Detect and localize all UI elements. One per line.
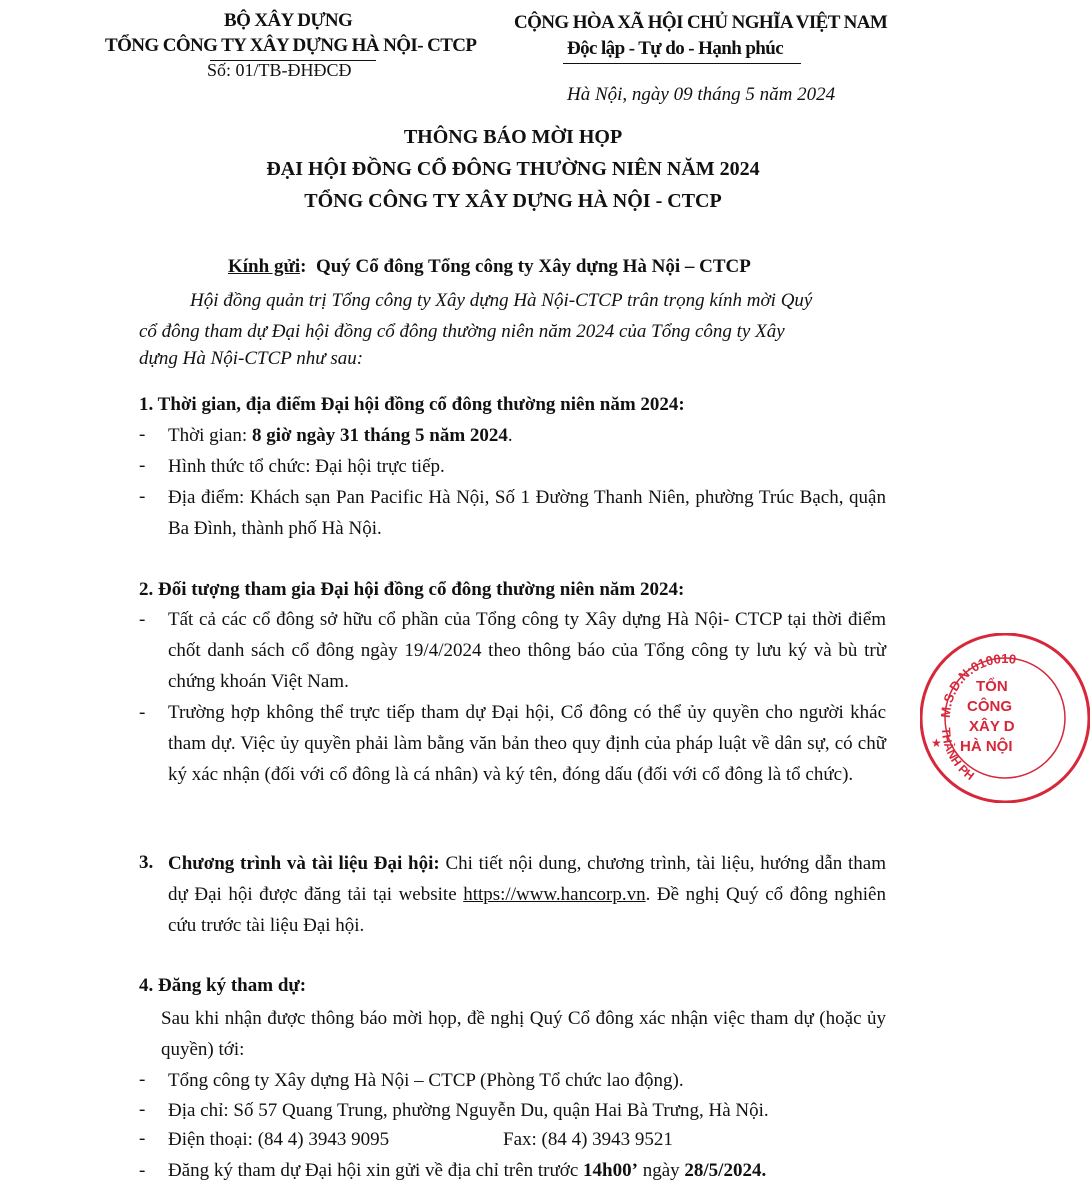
deadline-date: 28/5/2024. <box>684 1160 767 1181</box>
stamp-line-2: CÔNG <box>967 698 1012 715</box>
title-line-3: TỔNG CÔNG TY XÂY DỰNG HÀ NỘI - CTCP <box>304 190 722 212</box>
company-name: TỔNG CÔNG TY XÂY DỰNG HÀ NỘI- CTCP <box>105 35 477 56</box>
bullet: - <box>139 486 146 507</box>
header-divider-right <box>563 63 801 64</box>
stamp-bottom-text: THÀNH PH <box>938 727 977 784</box>
section-4-heading: 4. Đăng ký tham dự: <box>139 975 307 996</box>
bullet: - <box>139 455 146 476</box>
nation-name: CỘNG HÒA XÃ HỘI CHỦ NGHĨA VIỆT NAM <box>514 12 888 33</box>
title-line-1: THÔNG BÁO MỜI HỌP <box>403 126 623 148</box>
intro-line-1: Hội đồng quản trị Tổng công ty Xây dựng Hà Nội-CTCP trân trọng kính mời Quý <box>190 290 813 311</box>
stamp-line-3: XÂY D <box>969 718 1015 735</box>
time-end: . <box>507 425 513 446</box>
bullet: - <box>139 1160 146 1181</box>
section-4-phone: Điện thoại: (84 4) 3943 9095 <box>168 1129 390 1150</box>
time-value: 8 giờ ngày 31 tháng 5 năm 2024 <box>251 425 508 446</box>
deadline-mid: ngày <box>637 1160 685 1181</box>
greeting <box>228 252 751 282</box>
greeting-label: Kính gửi <box>228 256 301 277</box>
section-1-time <box>168 420 886 451</box>
section-4-fax: Fax: (84 4) 3943 9521 <box>503 1129 673 1150</box>
section-1-format: Hình thức tổ chức: Đại hội trực tiếp. <box>168 456 445 477</box>
website-link[interactable]: https://www.hancorp.vn <box>463 884 646 905</box>
stamp-ring-text: M.S.D.N:010010 <box>937 650 1018 719</box>
bullet: - <box>139 1099 146 1120</box>
section-4-org: Tổng công ty Xây dựng Hà Nội – CTCP (Phòng Tổ chức lao động). <box>168 1070 684 1091</box>
title-line-2: ĐẠI HỘI ĐỒNG CỔ ĐÔNG THƯỜNG NIÊN NĂM 2024 <box>266 158 760 180</box>
section-2-item-2: Trường hợp không thể trực tiếp tham dự Đại hội, Cổ đông có thể ủy quyền cho người khác tham dự. Việc ủy quyền phải làm bằng văn bản theo quy định của pháp luật về dân sự, có chữ ký xác nhận (đối với cổ đông là cá nhân) và ký tên, đóng dấu (đối với cổ đông là tổ chức). <box>168 702 886 785</box>
bullet: - <box>139 609 146 630</box>
section-4-deadline <box>168 1156 766 1186</box>
ministry-name: BỘ XÂY DỰNG <box>224 10 353 31</box>
greeting-recipient: Quý Cổ đông Tổng công ty Xây dựng Hà Nội – CTCP <box>315 256 751 277</box>
section-1-location: Địa điểm: Khách sạn Pan Pacific Hà Nội, Số 1 Đường Thanh Niên, phường Trúc Bạch, quận Ba Đình, thành phố Hà Nội. <box>168 487 886 539</box>
greeting-colon: : <box>300 256 307 277</box>
deadline-time: 14h00’ <box>583 1160 638 1181</box>
section-3-text: Chi tiết nội dung, chương trình, tài liệu, hướng dẫn tham dự Đại hội được đăng tải tại website <box>168 853 886 905</box>
intro-line-3: dựng Hà Nội-CTCP như sau: <box>139 348 364 369</box>
section-2-item-1: Tất cả các cổ đông sở hữu cổ phần của Tổng công ty Xây dựng Hà Nội- CTCP tại thời điểm chốt danh sách cổ đông ngày 19/4/2024 theo thông báo của Tổng công ty lưu ký và bù trừ chứng khoán Việt Nam. <box>168 609 886 692</box>
section-3-body <box>168 848 886 941</box>
section-4-address: Địa chỉ: Số 57 Quang Trung, phường Nguyễn Du, quận Hai Bà Trưng, Hà Nội. <box>168 1100 769 1121</box>
deadline-prefix: Đăng ký tham dự Đại hội xin gửi về địa chỉ trên trước <box>168 1160 584 1181</box>
document-date: Hà Nội, ngày 09 tháng 5 năm 2024 <box>567 84 836 105</box>
company-seal-stamp <box>920 633 1090 803</box>
section-1-heading: 1. Thời gian, địa điểm Đại hội đồng cổ đông thường niên năm 2024: <box>139 394 685 415</box>
bullet: - <box>139 1069 146 1090</box>
national-motto: Độc lập - Tự do - Hạnh phúc <box>567 38 784 59</box>
section-3-heading: Chương trình và tài liệu Đại hội: <box>168 853 440 874</box>
time-label: Thời gian: <box>168 425 252 446</box>
bullet: - <box>139 702 146 723</box>
section-3-number: 3. <box>139 852 154 873</box>
stamp-line-1: TỔN <box>976 678 1008 695</box>
document-number: Số: 01/TB-ĐHĐCĐ <box>207 60 352 80</box>
intro-line-2: cổ đông tham dự Đại hội đồng cổ đông thường niên năm 2024 của Tổng công ty Xây <box>139 321 785 342</box>
bullet: - <box>139 424 146 445</box>
bullet: - <box>139 1128 146 1149</box>
stamp-star-icon: ★ <box>931 736 942 750</box>
section-3-text-end: . Đề nghị Quý cổ đông nghiên cứu trước tài liệu Đại hội. <box>168 884 886 936</box>
section-2-heading: 2. Đối tượng tham gia Đại hội đồng cổ đông thường niên năm 2024: <box>139 579 685 600</box>
stamp-line-4: HÀ NỘI <box>960 738 1013 755</box>
section-4-intro: Sau khi nhận được thông báo mời họp, đề nghị Quý Cổ đông xác nhận việc tham dự (hoặc ủy quyền) tới: <box>161 1008 886 1060</box>
